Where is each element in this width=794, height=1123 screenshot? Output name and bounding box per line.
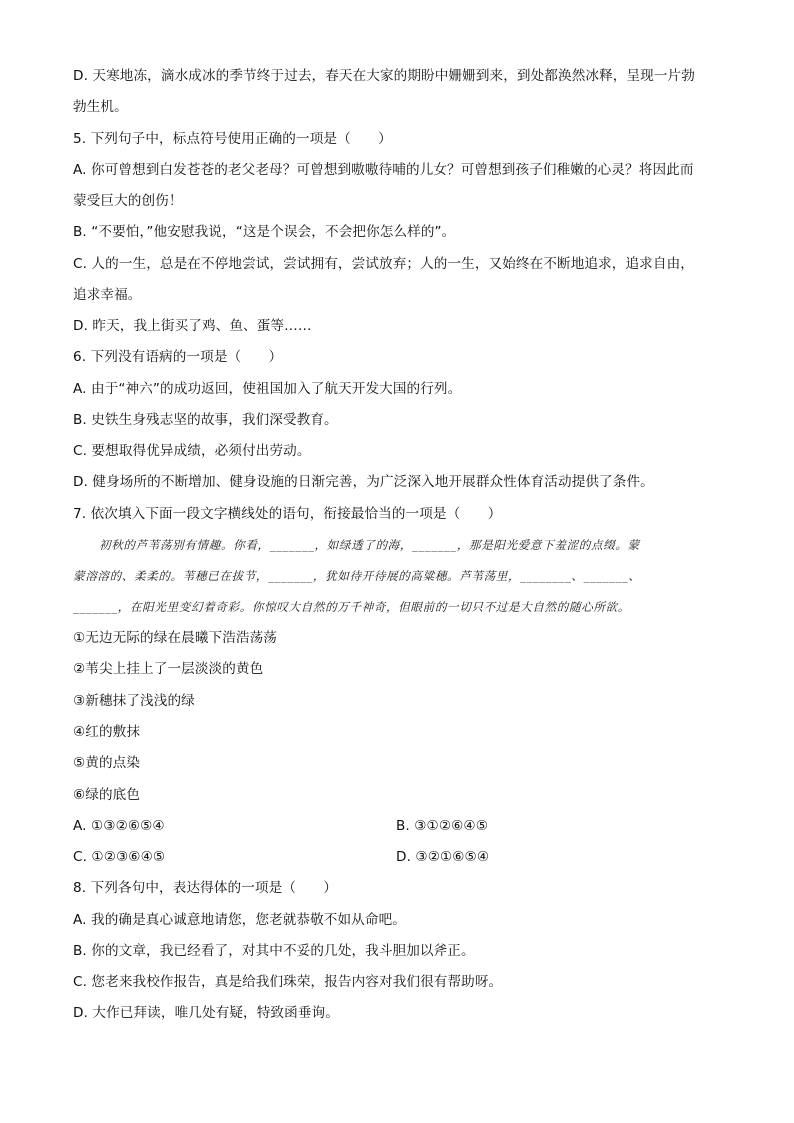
q7-passage-line1: 初秋的芦苇荡别有情趣。你看，_______，如绿透了的海，_______，那是阳光爱意下羞涩的点缀。蒙 xyxy=(99,538,640,552)
q7-item-2: ②苇尖上挂上了一层淡淡的黄色 xyxy=(73,661,264,677)
q8-option-b: B. 你的文章，我已经看了，对其中不妥的几处，我斗胆加以斧正。 xyxy=(73,943,475,959)
q7-passage-line3: _______，在阳光里变幻着奇彩。你惊叹大自然的万千神奇，但眼前的一切只不过是大自然的随心所欲。 xyxy=(73,600,630,614)
q7-option-a: A. ①③②⑥⑤④ xyxy=(73,818,165,834)
q8-option-c: C. 您老来我校作报告，真是给我们珠荣，报告内容对我们很有帮助呀。 xyxy=(73,974,503,990)
q5-option-c-line2: 追求幸福。 xyxy=(73,287,142,303)
q8-option-a: A. 我的确是真心诚意地请您，您老就恭敬不如从命吧。 xyxy=(73,912,406,928)
q6-option-b: B. 史铁生身残志坚的故事，我们深受教育。 xyxy=(73,412,338,428)
q6-option-a: A. 由于“神六”的成功返回，使祖国加入了航天开发大国的行列。 xyxy=(73,381,462,397)
q5-stem: 5. 下列句子中，标点符号使用正确的一项是（ ） xyxy=(73,131,392,147)
q7-passage-line2: 蒙溶溶的、柔柔的。苇穗已在拔节，_______，犹如待开待展的高粱穗。芦苇荡里，________、_______、 xyxy=(73,569,641,583)
q7-option-c: C. ①②③⑥④⑤ xyxy=(73,849,166,865)
q7-option-d: D. ③②①⑥⑤④ xyxy=(396,849,490,865)
q6-option-c: C. 要想取得优异成绩，必须付出劳动。 xyxy=(73,443,311,459)
q7-item-4: ④红的敷抹 xyxy=(73,724,141,740)
q4-option-d-line2: 勃生机。 xyxy=(73,99,128,115)
q8-option-d: D. 大作已拜读，唯几处有疑，特致函垂询。 xyxy=(73,1005,339,1021)
q5-option-a-line1: A. 你可曾想到白发苍苍的老父老母？可曾想到嗷嗷待哺的儿女？可曾想到孩子们稚嫩的心灵？将因此而 xyxy=(73,162,694,178)
q6-stem: 6. 下列没有语病的一项是（ ） xyxy=(73,349,283,365)
q7-option-b: B. ③①②⑥④⑤ xyxy=(396,818,488,834)
q5-option-d: D. 昨天，我上街买了鸡、鱼、蛋等…… xyxy=(73,318,312,334)
q5-option-a-line2: 蒙受巨大的创伤！ xyxy=(73,193,183,209)
q4-option-d-line1: D. 天寒地冻，滴水成冰的季节终于过去，春天在大家的期盼中姗姗到来，到处都涣然冰释，呈现一片勃 xyxy=(73,68,695,84)
q6-option-d: D. 健身场所的不断增加、健身设施的日渐完善，为广泛深入地开展群众性体育活动提供了条件。 xyxy=(73,474,654,490)
q7-item-1: ①无边无际的绿在晨曦下浩浩荡荡 xyxy=(73,630,277,646)
q7-item-3: ③新穗抹了浅浅的绿 xyxy=(73,693,195,709)
q5-option-c-line1: C. 人的一生，总是在不停地尝试，尝试拥有，尝试放弃；人的一生，又始终在不断地追求，追求自由， xyxy=(73,256,694,272)
q7-item-5: ⑤黄的点染 xyxy=(73,755,141,771)
q8-stem: 8. 下列各句中，表达得体的一项是（ ） xyxy=(73,880,338,896)
q5-option-b: B. “不要怕，”他安慰我说，“这是个误会，不会把你怎么样的”。 xyxy=(73,224,456,240)
q7-item-6: ⑥绿的底色 xyxy=(73,787,141,803)
q7-stem: 7. 依次填入下面一段文字横线处的语句，衔接最恰当的一项是（ ） xyxy=(73,506,502,522)
